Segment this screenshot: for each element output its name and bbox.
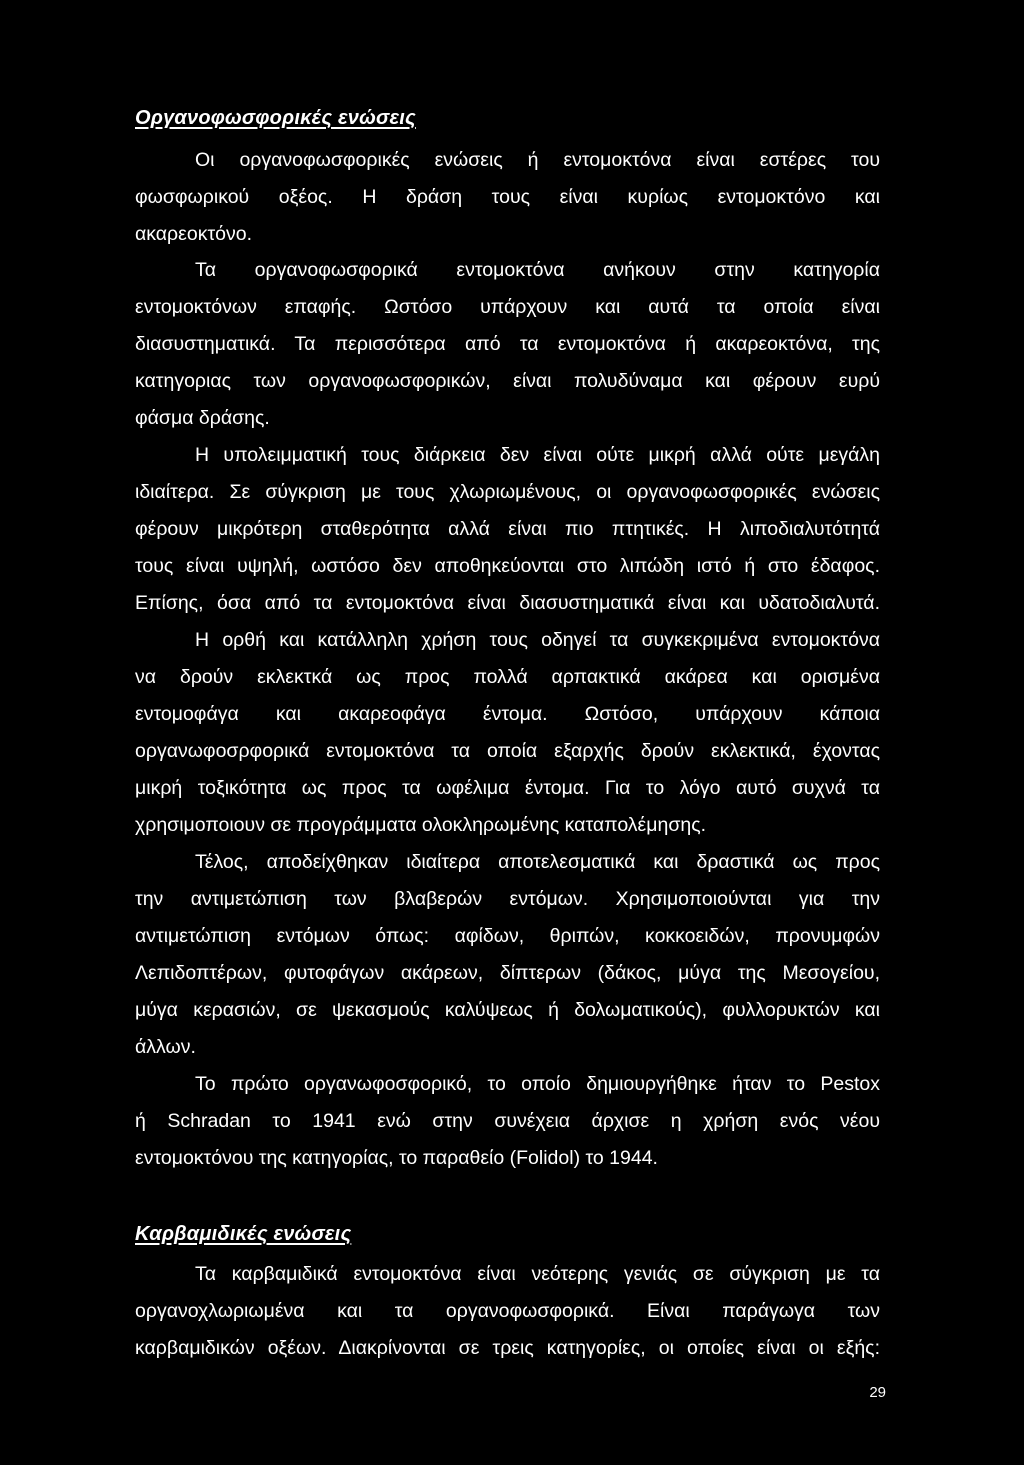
paragraph-line: φέρουν μικρότερη σταθερότητα αλλά είναι πιο πτητικές. Η λιποδιαλυτότητά [135,518,880,540]
paragraph-line: φάσμα δράσης. [135,407,270,429]
paragraph-line: ιδιαίτερα. Σε σύγκριση με τους χλωριωμένους, οι οργανοφωσφορικές ενώσεις [135,481,880,503]
paragraph-line: ακαρεοκτόνο. [135,223,252,245]
paragraph-line: την αντιμετώπιση των βλαβερών εντόμων. Χρησιμοποιούνται για την [135,888,880,910]
paragraph-line: καρβαμιδικών οξέων. Διακρίνονται σε τρεις κατηγορίες, οι οποίες είναι οι εξής: [135,1337,880,1359]
paragraph-line: Η ορθή και κατάλληλη χρήση τους οδηγεί τα συγκεκριμένα εντομοκτόνα [195,629,880,651]
paragraph-line: μύγα κερασιών, σε ψεκασμούς καλύψεως ή δολωματικούς), φυλλορυκτών και [135,999,880,1021]
paragraph-line: οργανοχλωριωμένα και τα οργανοφωσφορικά. Είναι παράγωγα των [135,1300,880,1322]
paragraph-line: αντιμετώπιση εντόμων όπως: αφίδων, θριπών, κοκκοειδών, προνυμφών [135,925,880,947]
paragraph-line: οργανωφοσρφορικά εντομοκτόνα τα οποία εξαρχής δρούν εκλεκτικά, έχοντας [135,740,880,762]
paragraph-line: φωσφωρικού οξέος. Η δράση τους είναι κυρίως εντομοκτόνο και [135,186,880,208]
paragraph-line: Το πρώτο οργανωφοσφορικό, το οποίο δημιουργήθηκε ήταν το Pestox [195,1073,880,1095]
paragraph-line: Η υπολειμματική τους διάρκεια δεν είναι ούτε μικρή αλλά ούτε μεγάλη [195,444,880,466]
paragraph-line: εντομοκτόνου της κατηγορίας, το παραθείο (Folidol) το 1944. [135,1147,658,1169]
paragraph-line: κατηγοριας των οργανοφωσφορικών, είναι πολυδύναμα και φέρουν ευρύ [135,370,880,392]
paragraph-line: ή Schradan το 1941 ενώ στην συνέχεια άρχισε η χρήση ενός νέου [135,1110,880,1132]
paragraph-line: άλλων. [135,1036,196,1058]
paragraph-line: Επίσης, όσα από τα εντομοκτόνα είναι διασυστηματικά είναι και υδατοδιαλυτά. [135,592,880,614]
paragraph-line: Τα καρβαμιδικά εντομοκτόνα είναι νεότερης γενιάς σε σύγκριση με τα [195,1263,880,1285]
paragraph-line: διασυστηματικά. Τα περισσότερα από τα εντομοκτόνα ή ακαρεοκτόνα, της [135,333,880,355]
paragraph-line: Λεπιδοπτέρων, φυτοφάγων ακάρεων, δίπτερων (δάκος, μύγα της Μεσογείου, [135,962,880,984]
paragraph-line: εντομοκτόνων επαφής. Ωστόσο υπάρχουν και αυτά τα οποία είναι [135,296,880,318]
paragraph-line: Τα οργανοφωσφορικά εντομοκτόνα ανήκουν στην κατηγορία [195,259,880,281]
paragraph-line: μικρή τοξικότητα ως προς τα ωφέλιμα έντομα. Για το λόγο αυτό συχνά τα [135,777,880,799]
section-heading-organophosphates: Οργανοφωσφορικές ενώσεις [135,107,416,129]
paragraph-line: Τέλος, αποδείχθηκαν ιδιαίτερα αποτελεσματικά και δραστικά ως προς [195,851,880,873]
paragraph-line: Οι οργανοφωσφορικές ενώσεις ή εντομοκτόνα είναι εστέρες του [195,149,880,171]
paragraph-line: να δρούν εκλεκτκά ως προς πολλά αρπακτικά ακάρεα και ορισμένα [135,666,880,688]
section-heading-carbamates: Καρβαμιδικές ενώσεις [135,1223,352,1245]
paragraph-line: εντομοφάγα και ακαρεοφάγα έντομα. Ωστόσο, υπάρχουν κάποια [135,703,880,725]
paragraph-line: τους είναι υψηλή, ωστόσο δεν αποθηκεύονται στο λιπώδη ιστό ή στο έδαφος. [135,555,880,577]
paragraph-line: χρησιμοποιουν σε προγράμματα ολοκληρωμένης καταπολέμησης. [135,814,707,836]
page-number: 29 [869,1384,886,1401]
